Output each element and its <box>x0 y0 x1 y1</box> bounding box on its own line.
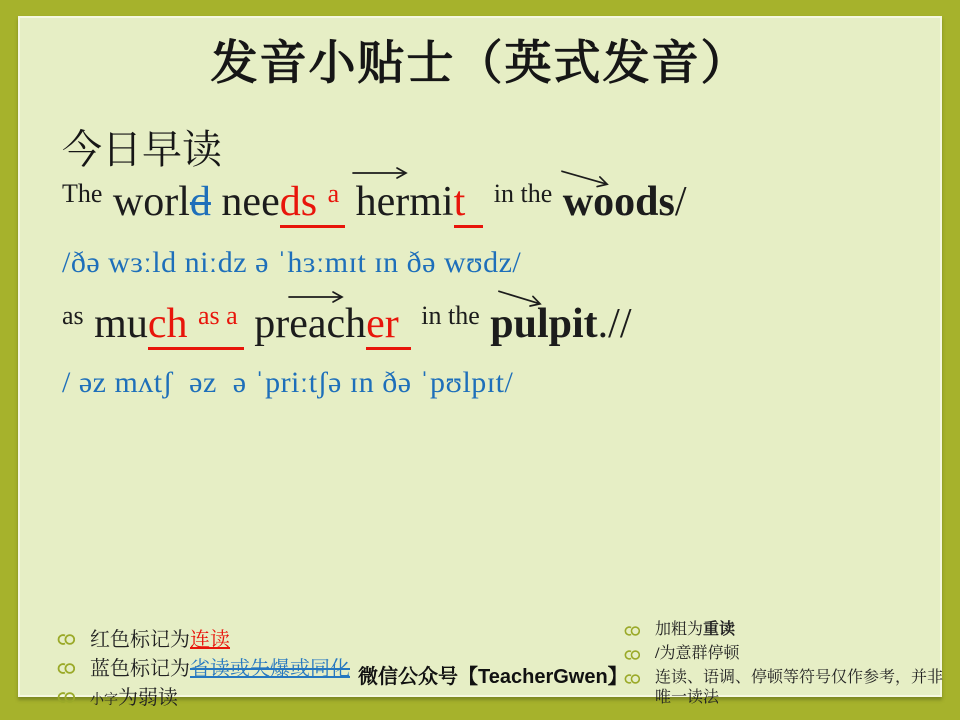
legend-red-term: 连读 <box>190 629 230 651</box>
legend-left-row-1 <box>57 628 350 652</box>
elided-letter-d: d <box>189 179 211 225</box>
legend-smalltext-term: 小字 <box>90 693 118 708</box>
legend-left-text-1 <box>90 628 230 652</box>
stressed-word-woods <box>563 176 675 229</box>
legend-right-text-3: 连读、语调、停顿等符号仅作参考，并非唯一读法 <box>655 669 944 707</box>
linked-letters-er: er <box>366 301 399 347</box>
weak-word-the: The <box>62 179 103 208</box>
legend-right-text-2 <box>655 644 739 663</box>
level-intonation-arrow-icon <box>352 166 414 180</box>
slide-title: 发音小贴士（英式发音） <box>210 38 750 90</box>
legend-left <box>57 628 350 715</box>
legend-bold-prefix: 加粗为 <box>655 621 704 638</box>
legend-left-text-2 <box>90 657 350 681</box>
legend-right-row-3 <box>624 668 955 708</box>
linked-letter-t: t <box>453 179 466 225</box>
weak-words-in-the-1: in the <box>493 179 553 208</box>
liaison-group-t <box>454 179 484 228</box>
word-part-hermi <box>356 176 454 229</box>
pause-mark-1: / <box>674 179 687 225</box>
weak-words-in-the-2: in the <box>421 301 480 330</box>
bullet-icon <box>57 662 75 675</box>
legend-blue-prefix: 蓝色标记为 <box>90 658 190 680</box>
weak-word-as: as <box>62 301 84 330</box>
stressed-word-woods-text: woods <box>562 179 675 225</box>
word-part-mu: mu <box>94 301 148 347</box>
level-intonation-arrow-icon <box>288 290 350 304</box>
ipa-line-2: / əz mʌtʃ əz ə ˈpriːtʃə ɪn ðə ˈpʊlpɪt/ <box>62 366 514 399</box>
legend-right-row-2 <box>624 644 955 663</box>
ipa-line-1: /ðə wɜːld niːdz ə ˈhɜːmɪt ɪn ðə wʊdz/ <box>62 246 522 279</box>
weak-word-a: a <box>327 179 340 208</box>
legend-smalltext-rest: 为弱读 <box>118 687 178 709</box>
legend-right <box>624 620 955 713</box>
bullet-icon <box>624 625 640 637</box>
word-part-worl: worl <box>112 179 190 225</box>
word-part-preach-text: preach <box>254 301 367 347</box>
legend-slash-term: / <box>655 645 660 663</box>
legend-right-row-1 <box>624 620 955 639</box>
slide-panel <box>18 16 944 709</box>
legend-blue-term: 省读或失爆或同化 <box>190 658 350 680</box>
liaison-group-ch-as-a <box>148 301 244 350</box>
bullet-icon <box>57 633 75 646</box>
linked-letters-ds: ds <box>279 179 318 225</box>
legend-right-text-1 <box>655 620 735 639</box>
sentence-line-1 <box>62 176 686 229</box>
word-part-hermi-text: hermi <box>355 179 454 225</box>
weak-words-as-a: as a <box>198 301 238 330</box>
legend-slash-rest: 为意群停顿 <box>659 645 740 663</box>
word-part-preach <box>254 298 366 351</box>
watermark-wechat: 微信公众号【TeacherGwen】 <box>358 666 628 688</box>
liaison-group-er <box>366 301 411 350</box>
linked-letters-ch: ch <box>147 301 188 347</box>
legend-left-row-2 <box>57 657 350 681</box>
liaison-group-ds-a <box>280 179 345 228</box>
legend-red-prefix: 红色标记为 <box>90 629 190 651</box>
legend-left-text-3 <box>90 686 178 710</box>
pause-mark-2: .// <box>597 301 632 347</box>
bullet-icon <box>57 691 75 704</box>
legend-left-row-3 <box>57 686 350 710</box>
word-part-nee: nee <box>221 179 280 225</box>
legend-bold-term: 重读 <box>703 621 736 638</box>
reading-heading: 今日早读 <box>62 127 222 172</box>
stressed-word-pulpit <box>490 298 597 351</box>
stressed-word-pulpit-text: pulpit <box>490 301 598 347</box>
sentence-line-2 <box>62 298 632 351</box>
